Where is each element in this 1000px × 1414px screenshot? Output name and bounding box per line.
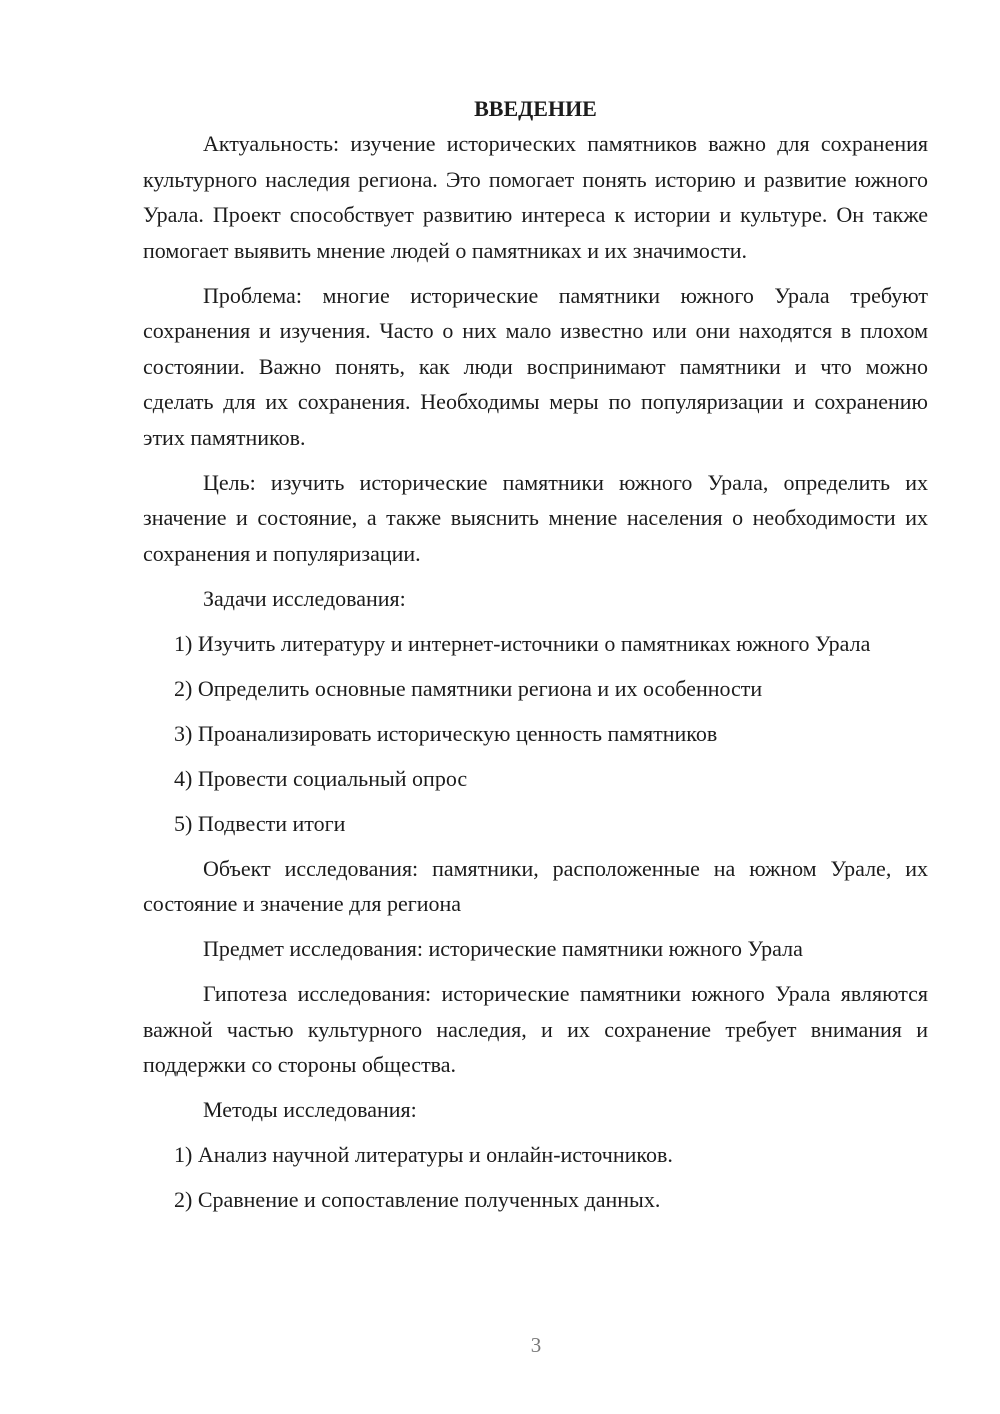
task-item-5: 5) Подвести итоги: [174, 810, 346, 836]
task-item-1: 1) Изучить литературу и интернет-источники о памятниках южного Урала: [174, 630, 871, 656]
object-paragraph: Объект исследования: памятники, расположенные на южном Урале, их состояние и значение для региона: [143, 855, 928, 916]
section-heading: ВВЕДЕНИЕ: [474, 96, 597, 121]
subject-paragraph: Предмет исследования: исторические памятники южного Урала: [203, 936, 803, 961]
hypothesis-paragraph: Гипотеза исследования: исторические памятники южного Урала являются важной частью культурного наследия, и их сохранение требует внимания и поддержки со стороны общества.: [143, 981, 928, 1077]
task-item-2: 2) Определить основные памятники региона и их особенности: [174, 675, 763, 701]
task-item-3: 3) Проанализировать историческую ценность памятников: [174, 720, 718, 746]
methods-title: Методы исследования:: [203, 1097, 417, 1122]
tasks-title: Задачи исследования:: [203, 585, 406, 611]
problem-paragraph: Проблема: многие исторические памятники южного Урала требуют сохранения и изучения. Часто о них мало известно или они находятся в плохом состоянии. Важно понять, как люди воспринимают памятники и что можно сделать для их сохранения. Необходимы меры по популяризации и сохранению этих памятников.: [143, 282, 928, 450]
task-item-4: 4) Провести социальный опрос: [174, 765, 468, 791]
actuality-paragraph: Актуальность: изучение исторических памятников важно для сохранения культурного наследия региона. Это помогает понять историю и развитие южного Урала. Проект способствует развитию интереса к истории и культуре. Он также помогает выявить мнение людей о памятниках и их значимости.: [143, 131, 928, 263]
page-content: [143, 94, 928, 1227]
goal-paragraph: Цель: изучить исторические памятники южного Урала, определить их значение и состояние, а также выяснить мнение населения о необходимости их сохранения и популяризации.: [143, 469, 928, 566]
method-item-1: 1) Анализ научной литературы и онлайн-источников.: [174, 1142, 673, 1167]
page-number: 3: [530, 1333, 542, 1357]
method-item-2: 2) Сравнение и сопоставление полученных данных.: [174, 1187, 661, 1212]
